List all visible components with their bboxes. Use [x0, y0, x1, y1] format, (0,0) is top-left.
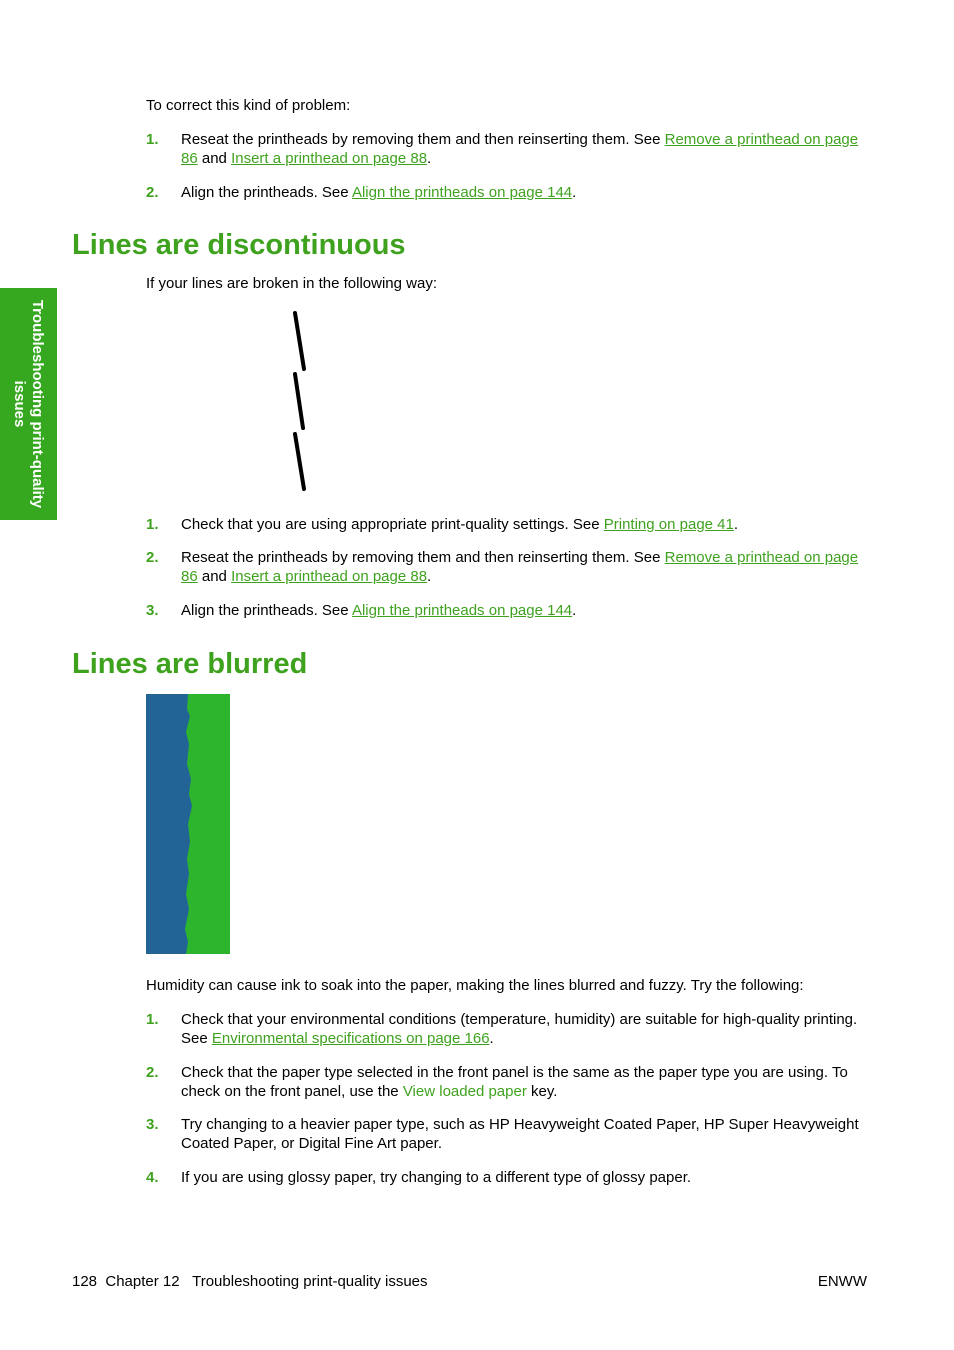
- align-printheads-link[interactable]: Align the printheads on page 144: [351, 184, 573, 201]
- chapter-title: Troubleshooting print-quality issues: [192, 1273, 428, 1290]
- list-number: 2.: [146, 549, 159, 566]
- environmental-specs-link[interactable]: Environmental specifications on page 166: [211, 1030, 490, 1047]
- section2-intro: Humidity can cause ink to soak into the paper, making the lines blurred and fuzzy. Try the following:: [146, 977, 804, 994]
- printing-link[interactable]: Printing on page 41: [603, 516, 734, 533]
- view-loaded-paper-key: View loaded paper: [402, 1083, 527, 1100]
- list-number: 1.: [146, 516, 159, 533]
- list-number: 4.: [146, 1169, 159, 1186]
- intro-text: To correct this kind of problem:: [146, 97, 351, 114]
- list-number: 3.: [146, 1116, 159, 1133]
- section-heading-blurred: Lines are blurred: [72, 648, 308, 680]
- side-chapter-tab: [0, 288, 57, 520]
- side-tab-label: Troubleshooting print-quality issues: [11, 299, 46, 509]
- insert-printhead-link[interactable]: Insert a printhead on page 88: [231, 150, 428, 167]
- footer-code: ENWW: [817, 1273, 867, 1290]
- remove-printhead-link[interactable]: Remove a printhead on page 86: [181, 549, 859, 585]
- chapter-number: Chapter 12: [105, 1273, 180, 1290]
- broken-line-illustration: [280, 308, 320, 498]
- list-number: 2.: [146, 1064, 159, 1081]
- page-number: 128: [72, 1273, 98, 1290]
- remove-printhead-link[interactable]: Remove a printhead on page 86: [181, 131, 859, 167]
- insert-printhead-link[interactable]: Insert a printhead on page 88: [231, 568, 428, 585]
- align-printheads-link[interactable]: Align the printheads on page 144: [351, 602, 573, 619]
- list-number: 3.: [146, 602, 159, 619]
- footer-left: [72, 1272, 428, 1291]
- list-number: 1.: [146, 1011, 159, 1028]
- blurred-line-illustration: [146, 694, 230, 954]
- section1-intro: If your lines are broken in the following way:: [146, 275, 437, 292]
- list-number: 2.: [146, 184, 159, 201]
- list-number: 1.: [146, 131, 159, 148]
- section-heading-discontinuous: Lines are discontinuous: [72, 229, 406, 261]
